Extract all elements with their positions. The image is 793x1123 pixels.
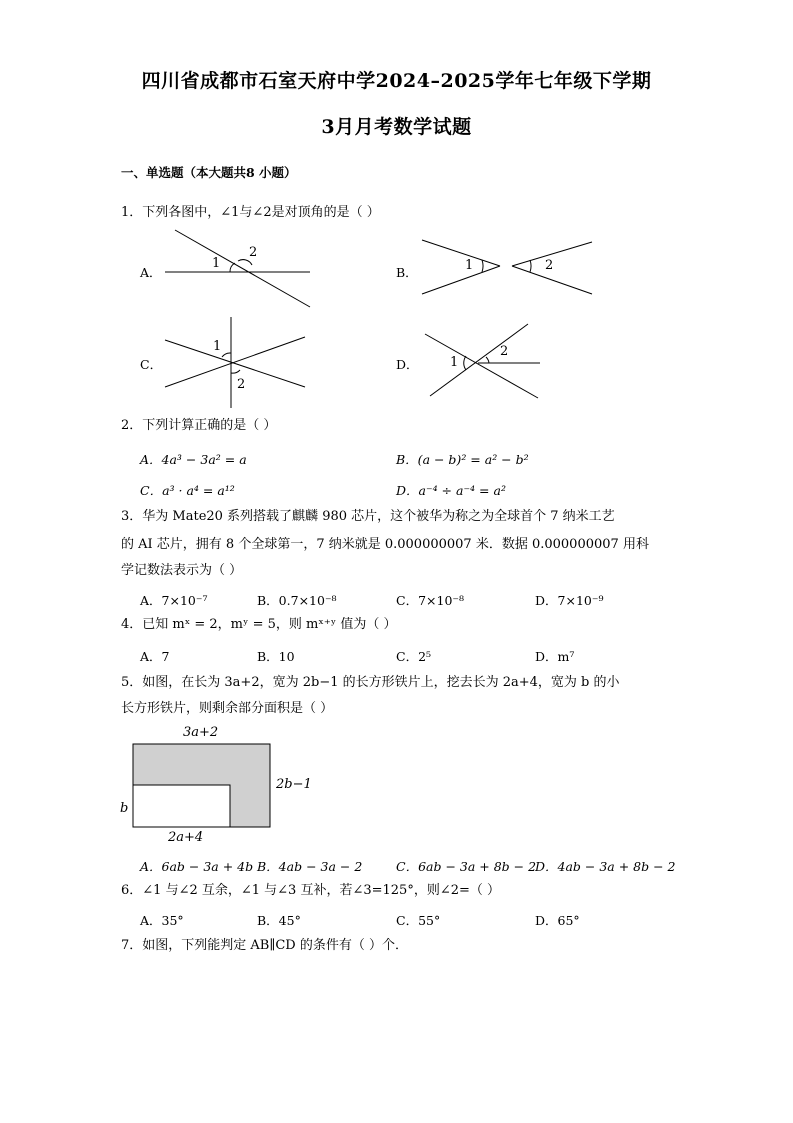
q6-option-c: C．55° — [396, 913, 441, 928]
question-5-line1: 5．如图，在长为 3a+2，宽为 2b−1 的长方形铁片上，挖去长为 2a+4，宽为 b 的小 — [121, 675, 620, 690]
q6-option-a: A．35° — [140, 913, 184, 928]
q5-fig-label-bottom: 2a+4 — [168, 830, 204, 845]
question-2-stem: 2．下列计算正确的是（ ） — [121, 418, 277, 433]
q1-option-a-label: A． — [140, 265, 162, 280]
question-4-stem: 4．已知 mˣ = 2，mʸ = 5，则 mˣ⁺ʸ 值为（ ） — [121, 617, 397, 632]
q1b-angle-1: 1 — [465, 258, 474, 273]
q5-rectangle-figure — [132, 743, 272, 829]
question-7-stem: 7．如图，下列能判定 AB∥CD 的条件有（ ）个． — [121, 938, 408, 953]
doc-title-line1: 四川省成都市石室天府中学2024–2025学年七年级下学期 — [141, 70, 652, 92]
q1-figure-c — [160, 315, 310, 410]
q5-option-c: C．6ab − 3a + 8b − 2 — [396, 859, 537, 874]
q4-option-d: D．m⁷ — [535, 649, 575, 664]
q1c-angle-2: 2 — [237, 377, 246, 392]
question-5-line2: 长方形铁片，则剩余部分面积是（ ） — [121, 701, 334, 716]
q6-option-d: D．65° — [535, 913, 580, 928]
q5-fig-label-top: 3a+2 — [183, 725, 219, 740]
q4-option-c: C．2⁵ — [396, 649, 432, 664]
q1d-angle-2: 2 — [500, 344, 509, 359]
q5-fig-label-left: b — [120, 801, 129, 816]
q1-figure-a — [160, 225, 320, 315]
q6-option-b: B．45° — [257, 913, 301, 928]
q4-option-a: A．7 — [140, 649, 170, 664]
q3-option-c: C．7×10⁻⁸ — [396, 593, 465, 608]
question-3-line3: 学记数法表示为（ ） — [121, 563, 243, 578]
q1a-angle-1: 1 — [212, 256, 221, 271]
section-heading: 一、单选题（本大题共8 小题） — [121, 165, 297, 180]
q1-option-d-label: D． — [396, 357, 419, 372]
q3-option-a: A．7×10⁻⁷ — [140, 593, 208, 608]
q5-fig-label-right: 2b−1 — [276, 777, 312, 792]
q1a-angle-2: 2 — [249, 245, 258, 260]
q1d-angle-1: 1 — [450, 355, 459, 370]
q5-option-b: B．4ab − 3a − 2 — [257, 859, 363, 874]
q1-figure-d — [420, 322, 550, 402]
q2-option-d: D．a⁻⁴ ÷ a⁻⁴ = a² — [396, 483, 506, 498]
question-3-line2: 的 AI 芯片，拥有 8 个全球第一，7 纳米就是 0.000000007 米．数据 0.000000007 用科 — [121, 537, 649, 552]
q2-option-b: B．(a − b)² = a² − b² — [396, 452, 529, 467]
q1b-angle-2: 2 — [545, 258, 554, 273]
q1c-angle-1: 1 — [213, 339, 222, 354]
q5-option-d: D．4ab − 3a + 8b − 2 — [535, 859, 676, 874]
q5-option-a: A．6ab − 3a + 4b — [140, 859, 254, 874]
q1-figure-b — [420, 236, 600, 302]
q3-option-b: B．0.7×10⁻⁸ — [257, 593, 337, 608]
question-3-line1: 3．华为 Mate20 系列搭载了麒麟 980 芯片，这个被华为称之为全球首个 7 纳米工艺 — [121, 509, 615, 524]
question-1-stem: 1．下列各图中，∠1与∠2是对顶角的是（ ） — [121, 205, 380, 220]
doc-title-line2: 3月月考数学试题 — [321, 116, 472, 138]
q1-option-c-label: C． — [140, 357, 163, 372]
q3-option-d: D．7×10⁻⁹ — [535, 593, 604, 608]
q2-option-c: C．a³ · a⁴ = a¹² — [140, 483, 235, 498]
q2-option-a: A．4a³ − 3a² = a — [140, 452, 247, 467]
q1-option-b-label: B． — [396, 265, 418, 280]
question-6-stem: 6．∠1 与∠2 互余，∠1 与∠3 互补，若∠3=125°，则∠2=（ ） — [121, 883, 501, 898]
q4-option-b: B．10 — [257, 649, 295, 664]
